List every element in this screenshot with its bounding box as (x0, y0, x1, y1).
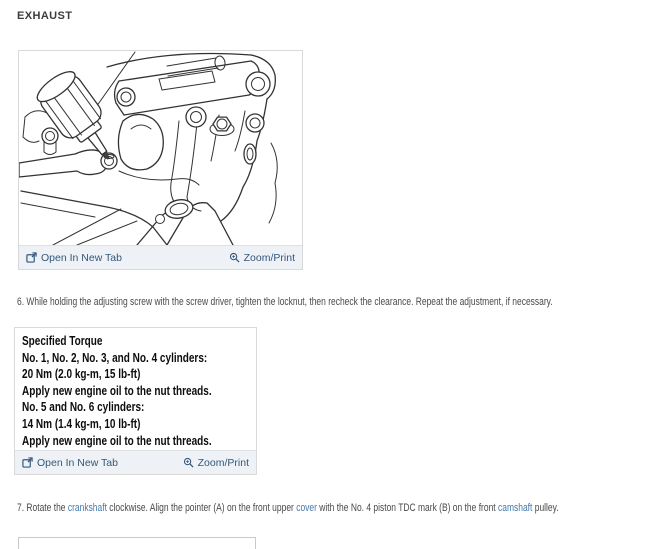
torque-line: Apply new engine oil to the nut threads. (22, 432, 212, 448)
engine-line-art (19, 51, 302, 245)
open-in-new-tab-icon (22, 457, 33, 468)
zoom-print-link[interactable] (183, 457, 249, 469)
step-7-text (17, 501, 650, 515)
step-7-mid1: clockwise. Align the pointer (A) on the front upper (106, 502, 297, 514)
open-in-new-tab-label: Open In New Tab (37, 456, 118, 469)
torque-line: No. 1, No. 2, No. 3, and No. 4 cylinders: (22, 349, 208, 365)
open-in-new-tab-link[interactable] (22, 457, 118, 469)
zoom-print-label: Zoom/Print (197, 456, 249, 469)
torque-line: No. 5 and No. 6 cylinders: (22, 399, 145, 415)
open-in-new-tab-icon (26, 252, 37, 263)
open-in-new-tab-label: Open In New Tab (41, 251, 122, 264)
next-figure-box-partial (18, 537, 256, 549)
step-7-prefix: 7. Rotate the (17, 502, 68, 514)
step-7-mid2: with the No. 4 piston TDC mark (B) on the front (316, 502, 499, 514)
torque-spec-box (14, 327, 257, 475)
magnifier-icon (229, 252, 240, 263)
cover-link[interactable]: cover (296, 502, 317, 514)
figure-box-valve-adjustment (18, 50, 303, 270)
step-6-text: 6. While holding the adjusting screw with the screw driver, tighten the locknut, then recheck the clearance. Repeat the adjustment, if necessary. (17, 296, 553, 308)
torque-line: Apply new engine oil to the nut threads. (22, 382, 212, 398)
magnifier-icon (183, 457, 194, 468)
figure-toolbar (19, 245, 302, 269)
torque-line: 14 Nm (1.4 kg-m, 10 lb-ft) (22, 415, 141, 431)
zoom-print-link[interactable] (229, 252, 295, 264)
valve-adjustment-figure (19, 51, 302, 245)
crankshaft-link[interactable]: crankshaft (67, 502, 107, 514)
step-7-suffix: pulley. (532, 502, 559, 514)
torque-title: Specified Torque (22, 333, 103, 348)
zoom-print-label: Zoom/Print (243, 251, 295, 264)
open-in-new-tab-link[interactable] (26, 252, 122, 264)
torque-line: 20 Nm (2.0 kg-m, 15 lb-ft) (22, 366, 141, 382)
torque-box-toolbar (15, 450, 256, 474)
torque-spec-content (22, 333, 256, 449)
page-title: EXHAUST (17, 10, 73, 22)
camshaft-link[interactable]: camshaft (498, 502, 533, 514)
